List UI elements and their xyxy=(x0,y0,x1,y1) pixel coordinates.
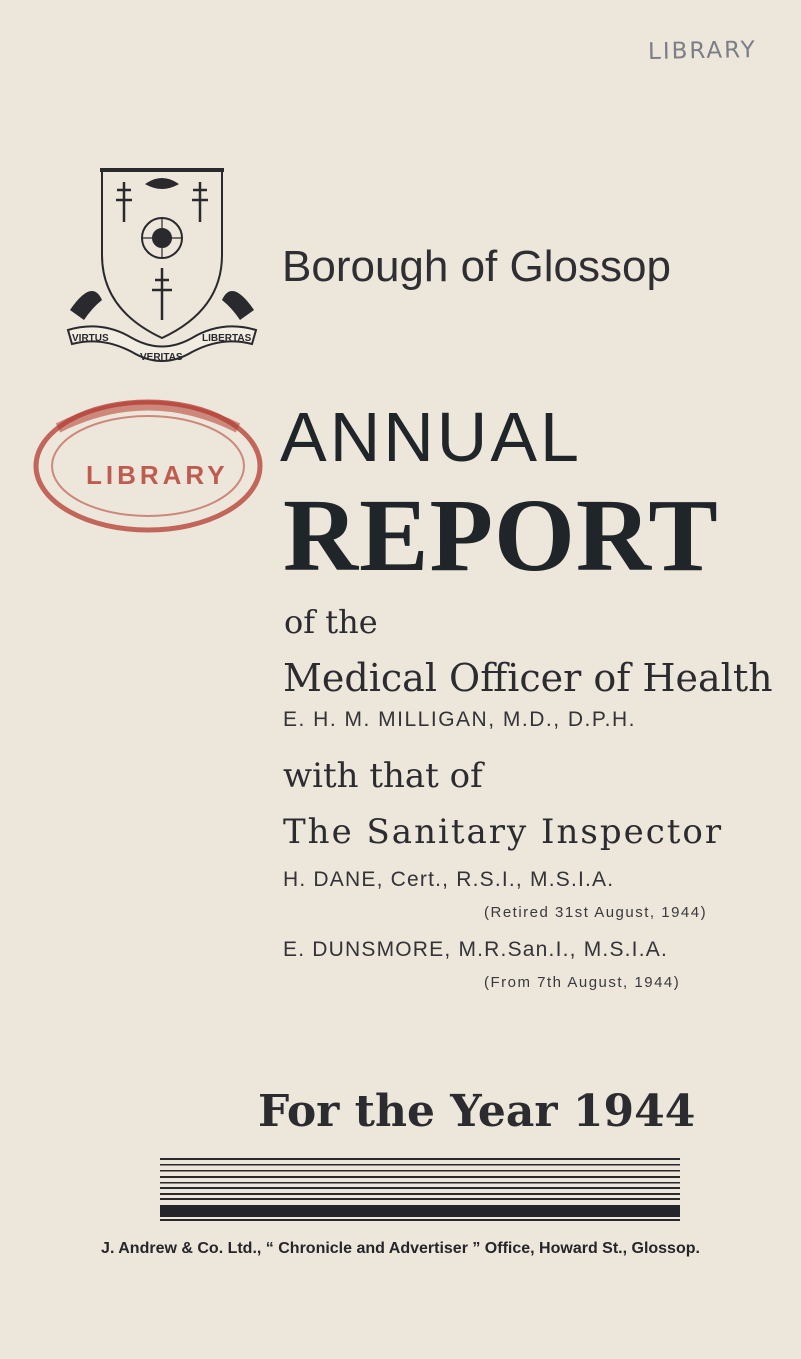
moh-name: E. H. M. MILLIGAN, M.D., D.P.H. xyxy=(283,708,636,731)
inspector-second-name: E. DUNSMORE, M.R.San.I., M.S.I.A. xyxy=(283,938,668,961)
inspector-first-note: (Retired 31st August, 1944) xyxy=(484,904,708,921)
title-annual: ANNUAL xyxy=(280,398,582,476)
title-report: REPORT xyxy=(283,478,719,593)
borough-name: Borough of Glossop xyxy=(282,242,671,291)
borough-crest xyxy=(62,160,262,375)
moh-title: Medical Officer of Health xyxy=(283,656,773,700)
library-stamp xyxy=(28,388,278,548)
crest-motto-right: LIBERTAS xyxy=(202,333,252,344)
library-stamp-label: LIBRARY xyxy=(86,460,229,490)
of-the-text: of the xyxy=(284,603,378,641)
printer-imprint: J. Andrew & Co. Ltd., “ Chronicle and Advertiser ” Office, Howard St., Glossop. xyxy=(101,1240,700,1257)
library-stamp-text: LIBRARY xyxy=(647,37,757,65)
inspector-first-name: H. DANE, Cert., R.S.I., M.S.I.A. xyxy=(283,868,615,891)
crest-motto-left: VIRTUS xyxy=(72,333,109,344)
inspector-second-note: (From 7th August, 1944) xyxy=(484,974,681,991)
inspector-title: The Sanitary Inspector xyxy=(283,812,724,852)
report-year: For the Year 1944 xyxy=(258,1086,696,1137)
with-that-text: with that of xyxy=(283,756,483,796)
decorative-rules xyxy=(160,1158,680,1228)
crest-motto-bottom: VERITAS xyxy=(140,352,183,363)
